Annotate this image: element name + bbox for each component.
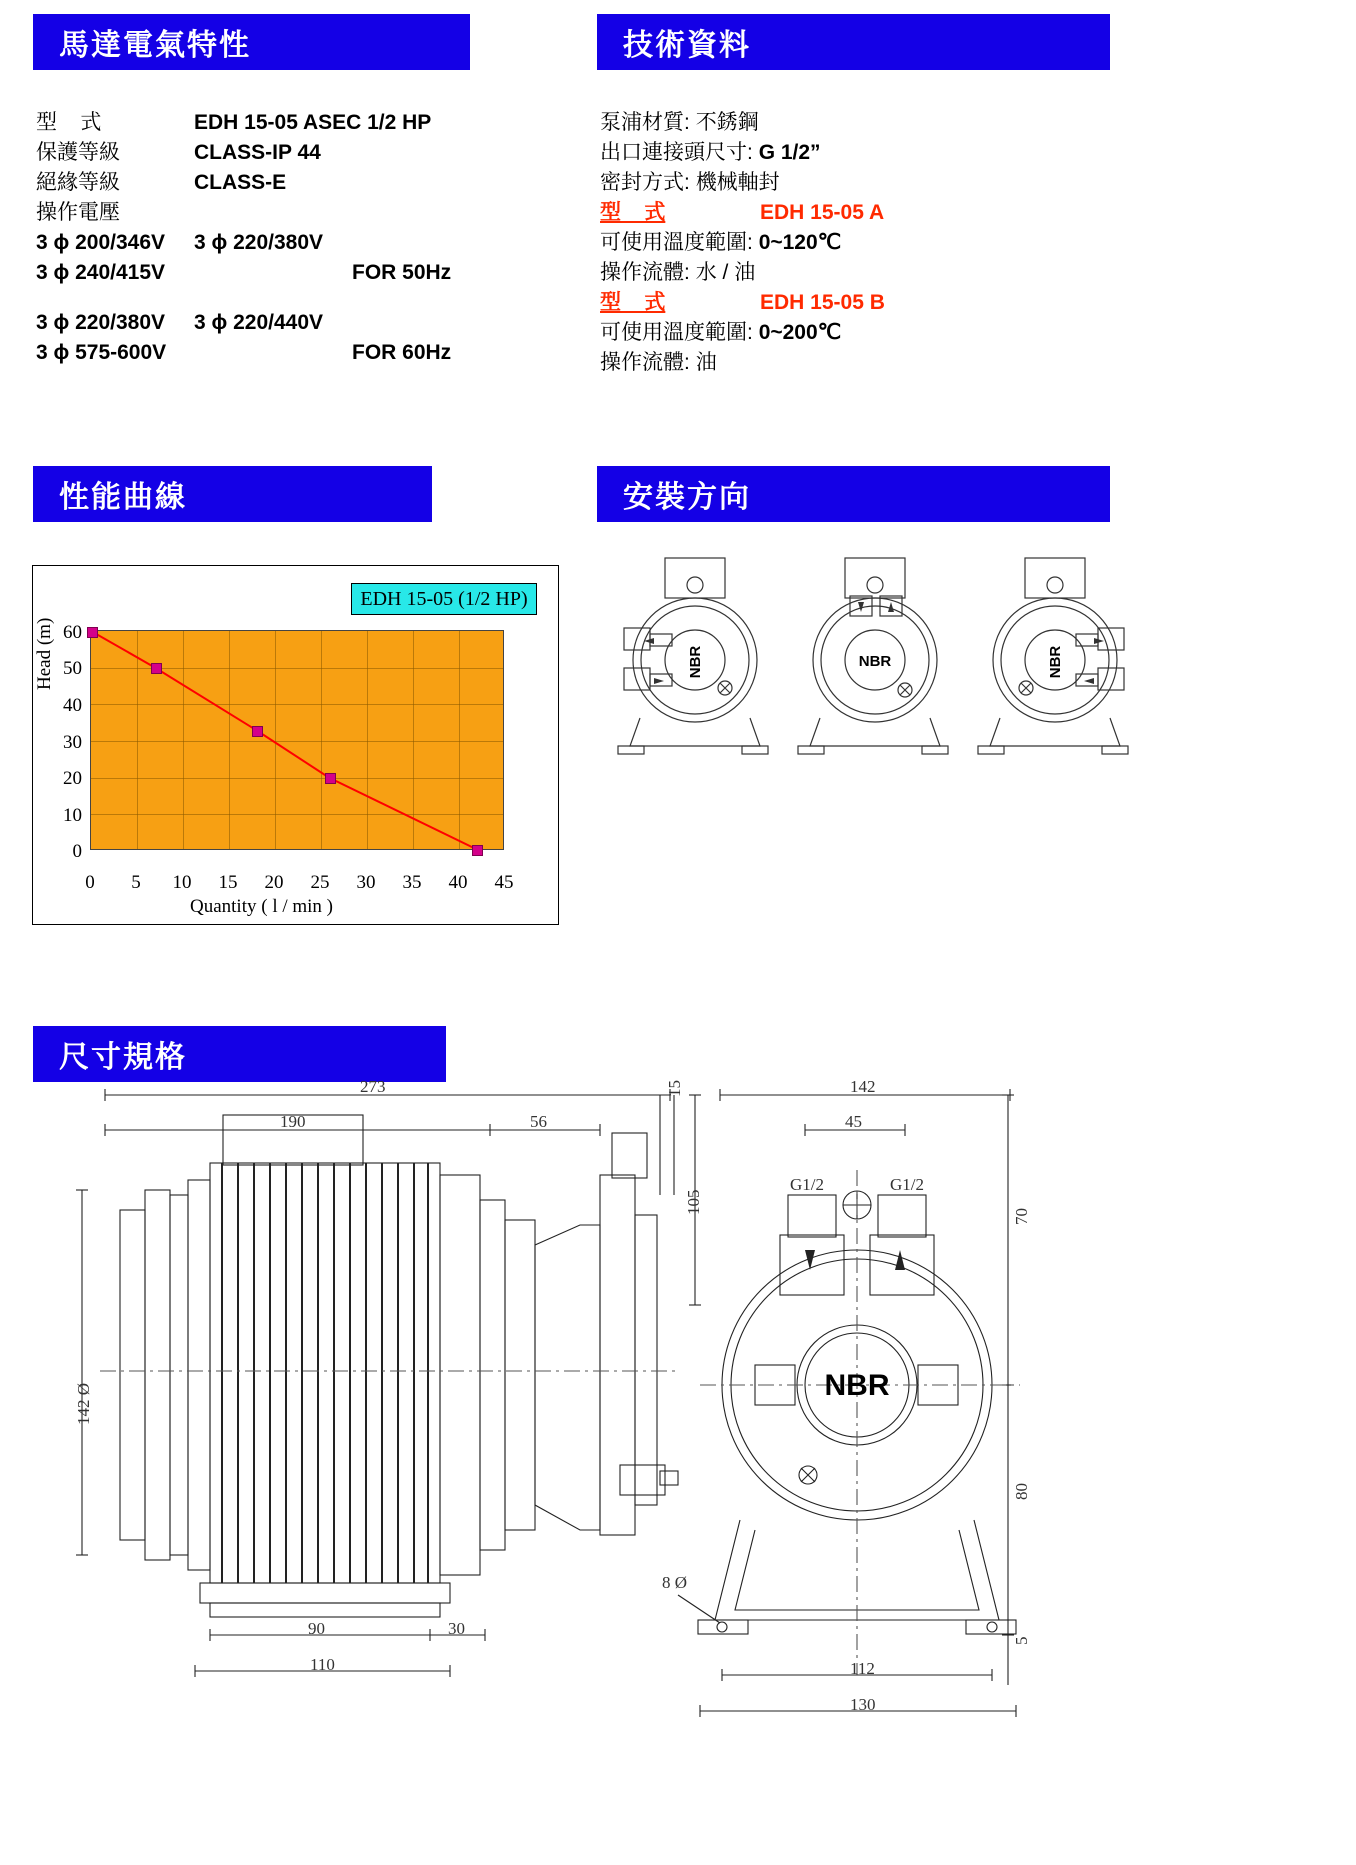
spec-label: 絕緣等級 bbox=[36, 171, 120, 194]
technical-spec-list bbox=[600, 108, 1120, 378]
spec-value: CLASS-IP 44 bbox=[194, 141, 321, 164]
chart-xtick: 45 bbox=[494, 872, 514, 893]
chart-xtick: 20 bbox=[264, 872, 284, 893]
voltage-row bbox=[36, 228, 556, 258]
motor-spec-list bbox=[36, 108, 556, 368]
spec-label: 型 式 bbox=[600, 201, 666, 224]
label-g12-right: G1/2 bbox=[890, 1175, 924, 1194]
section-title-mounting-direction: 安裝方向 bbox=[597, 466, 1110, 522]
dim-105: 105 bbox=[684, 1189, 703, 1215]
spec-row bbox=[36, 168, 556, 198]
dim-5: 5 bbox=[1012, 1636, 1031, 1645]
section-title-performance-curve: 性能曲線 bbox=[33, 466, 432, 522]
spec-value: 不銹鋼 bbox=[695, 111, 759, 134]
dim-90: 90 bbox=[308, 1619, 325, 1638]
spec-row bbox=[600, 288, 1120, 318]
spec-label: 可使用溫度範圍: bbox=[600, 231, 753, 254]
dim-142: 142 bbox=[850, 1077, 876, 1096]
voltage-col3: FOR 50Hz bbox=[352, 261, 452, 284]
voltage-col1: 3 ɸ 200/346V bbox=[36, 231, 166, 254]
chart-xtick: 30 bbox=[356, 872, 376, 893]
section-title-dimensions: 尺寸規格 bbox=[33, 1026, 446, 1082]
chart-xlabel: Quantity ( l / min ) bbox=[190, 896, 334, 917]
spacer bbox=[36, 288, 556, 308]
chart-ylabel: Head (m) bbox=[34, 617, 55, 690]
spec-label: 操作流體: bbox=[600, 351, 690, 374]
chart-plot-area bbox=[90, 630, 504, 850]
spec-row bbox=[600, 198, 1120, 228]
spec-label: 操作電壓 bbox=[36, 201, 120, 224]
voltage-row bbox=[36, 308, 556, 338]
dimension-side-view bbox=[60, 1075, 700, 1865]
chart-xtick: 0 bbox=[85, 872, 95, 893]
dim-70: 70 bbox=[1012, 1208, 1031, 1225]
dim-56: 56 bbox=[530, 1112, 547, 1131]
dimension-drawings bbox=[60, 1075, 1060, 1855]
spec-value: 機械軸封 bbox=[695, 171, 780, 194]
mounting-orientation-1 bbox=[610, 550, 776, 780]
chart-data-point bbox=[252, 726, 263, 737]
chart-xtick: 15 bbox=[218, 872, 238, 893]
voltage-col1: 3 ɸ 220/380V bbox=[36, 311, 166, 334]
label-g12-left: G1/2 bbox=[790, 1175, 824, 1194]
spec-value: 水 / 油 bbox=[695, 261, 756, 284]
voltage-col2: 3 ɸ 220/440V bbox=[194, 311, 324, 334]
chart-ytick: 50 bbox=[63, 658, 82, 679]
spec-label: 泵浦材質: bbox=[600, 111, 690, 134]
dim-273: 273 bbox=[360, 1077, 386, 1096]
voltage-col3: FOR 60Hz bbox=[352, 341, 452, 364]
dim-30: 30 bbox=[448, 1619, 465, 1638]
spec-value: 油 bbox=[695, 351, 717, 374]
spec-row bbox=[36, 198, 556, 228]
mounting-figures bbox=[600, 550, 1130, 800]
spec-value: EDH 15-05 A bbox=[760, 201, 885, 224]
mounting-label: NBR bbox=[687, 645, 704, 679]
voltage-col2 bbox=[194, 258, 352, 288]
dim-112: 112 bbox=[850, 1659, 875, 1678]
dim-80: 80 bbox=[1012, 1483, 1031, 1500]
spec-row bbox=[36, 138, 556, 168]
spec-label: 可使用溫度範圍: bbox=[600, 321, 753, 344]
spec-label: 操作流體: bbox=[600, 261, 690, 284]
chart-xtick: 35 bbox=[402, 872, 422, 893]
spec-row bbox=[600, 318, 1120, 348]
chart-data-point bbox=[151, 663, 162, 674]
dimension-front-view bbox=[660, 1075, 1060, 1865]
dim-142-dia: 142 Ø bbox=[74, 1382, 93, 1425]
mounting-label: NBR bbox=[1047, 645, 1064, 679]
chart-data-point bbox=[87, 627, 98, 638]
spec-row bbox=[36, 108, 556, 138]
dim-45: 45 bbox=[845, 1112, 862, 1131]
chart-ytick: 60 bbox=[63, 622, 82, 643]
dim-110: 110 bbox=[310, 1655, 335, 1674]
chart-ytick: 40 bbox=[63, 695, 82, 716]
chart-xtick: 5 bbox=[131, 872, 141, 893]
spec-row bbox=[600, 258, 1120, 288]
voltage-col2 bbox=[194, 338, 352, 368]
chart-ytick: 20 bbox=[63, 768, 82, 789]
spec-value: CLASS-E bbox=[194, 171, 287, 194]
spec-label: 保護等級 bbox=[36, 141, 120, 164]
dim-15: 15 bbox=[665, 1080, 684, 1097]
voltage-row bbox=[36, 258, 556, 288]
voltage-col1: 3 ɸ 575-600V bbox=[36, 341, 167, 364]
spec-row bbox=[600, 168, 1120, 198]
chart-xtick: 25 bbox=[310, 872, 330, 893]
spec-value: 0~200℃ bbox=[758, 321, 842, 344]
spec-row bbox=[600, 348, 1120, 378]
chart-data-point bbox=[325, 773, 336, 784]
spec-row bbox=[600, 138, 1120, 168]
spec-label: 密封方式: bbox=[600, 171, 690, 194]
spec-row bbox=[600, 228, 1120, 258]
front-view-nbr-label: NBR bbox=[824, 1369, 890, 1402]
chart-xtick: 40 bbox=[448, 872, 468, 893]
spec-label: 型 式 bbox=[36, 111, 102, 134]
chart-ytick: 0 bbox=[72, 841, 82, 862]
spec-value: EDH 15-05 B bbox=[760, 291, 885, 314]
spec-value: G 1/2” bbox=[758, 141, 821, 164]
spec-label: 出口連接頭尺寸: bbox=[600, 141, 753, 164]
dim-130: 130 bbox=[850, 1695, 876, 1714]
mounting-orientation-3 bbox=[970, 550, 1136, 780]
chart-ytick: 30 bbox=[63, 732, 82, 753]
section-title-technical-data: 技術資料 bbox=[597, 14, 1110, 70]
chart-legend: EDH 15-05 (1/2 HP) bbox=[351, 583, 537, 615]
mounting-label: NBR bbox=[858, 653, 892, 670]
voltage-col1: 3 ɸ 240/415V bbox=[36, 261, 166, 284]
voltage-col2: 3 ɸ 220/380V bbox=[194, 231, 324, 254]
spec-value: EDH 15-05 ASEC 1/2 HP bbox=[194, 111, 432, 134]
section-title-motor-electrical: 馬達電氣特性 bbox=[33, 14, 470, 70]
dim-190: 190 bbox=[280, 1112, 306, 1131]
dim-8-dia: 8 Ø bbox=[662, 1573, 688, 1592]
chart-xtick: 10 bbox=[172, 872, 192, 893]
chart-ytick: 10 bbox=[63, 805, 82, 826]
chart-data-point bbox=[472, 845, 483, 856]
voltage-row bbox=[36, 338, 556, 368]
spec-value: 0~120℃ bbox=[758, 231, 842, 254]
spec-row bbox=[600, 108, 1120, 138]
spec-label: 型 式 bbox=[600, 291, 666, 314]
mounting-orientation-2 bbox=[790, 550, 956, 780]
